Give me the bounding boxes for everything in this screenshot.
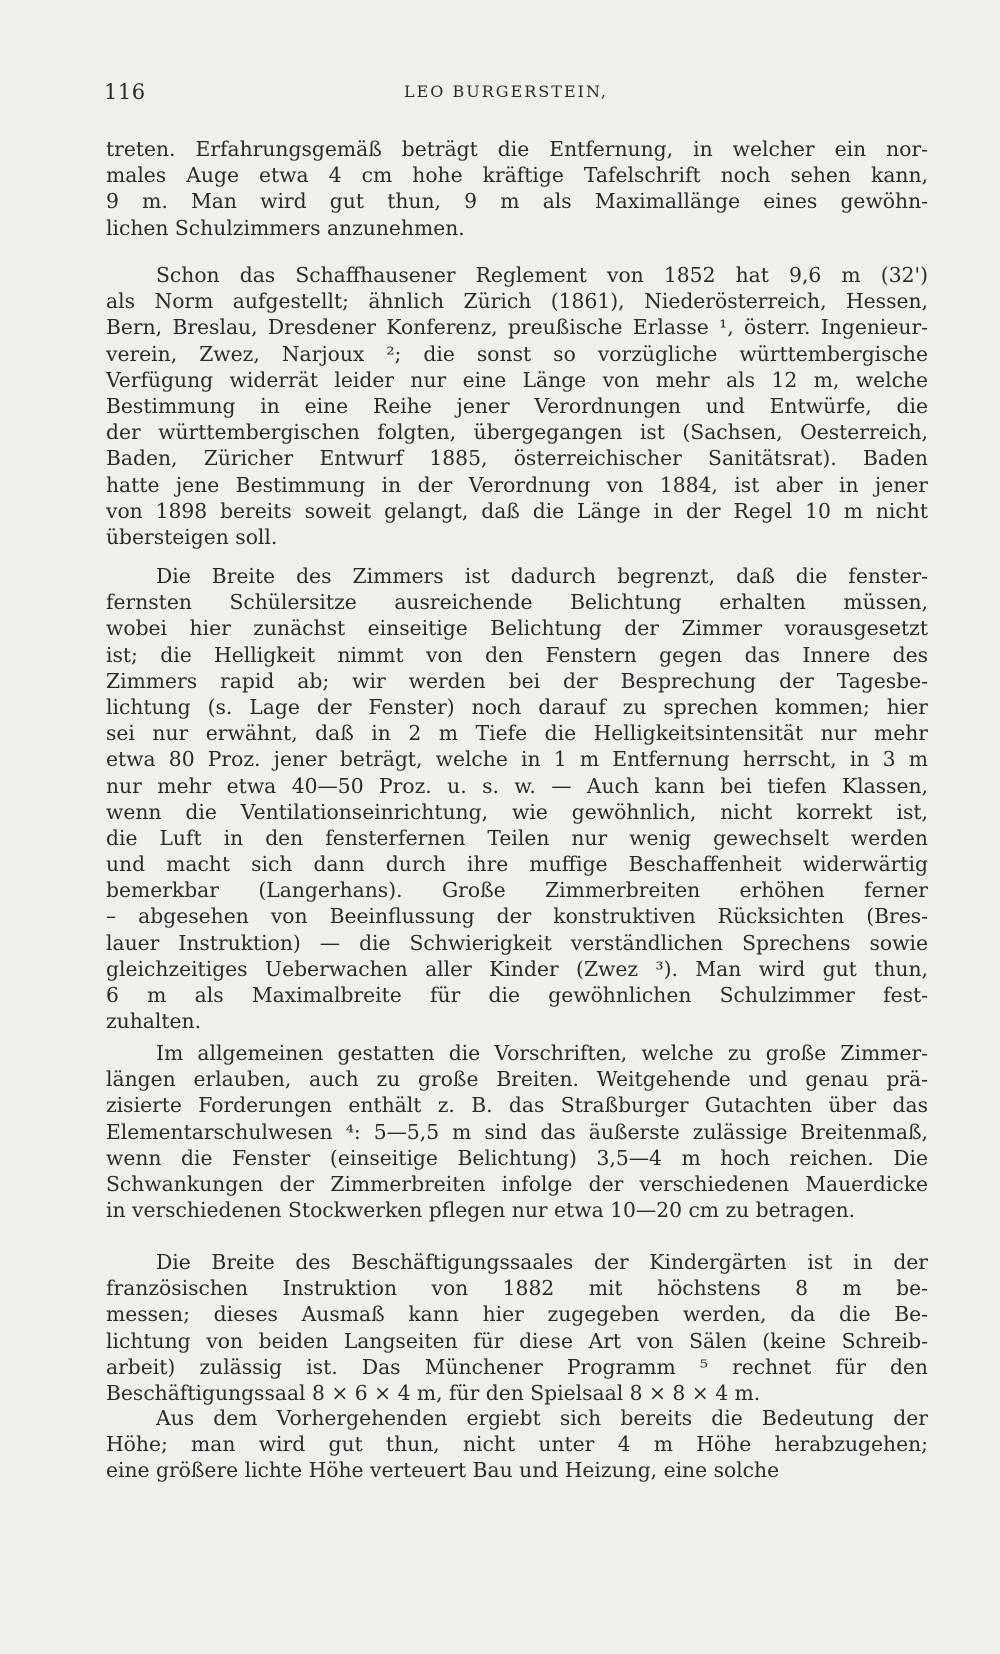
text-line: Im allgemeinen gestatten die Vorschriften, welche zu große Zimmer-: [156, 1041, 928, 1065]
text-line: zuhalten.: [106, 1009, 202, 1034]
text-line: französischen Instruktion von 1882 mit höchstens 8 m be-: [106, 1276, 928, 1301]
text-line: Baden, Züricher Entwurf 1885, österreichischer Sanitätsrat). Baden: [106, 446, 928, 471]
text-line: und macht sich dann durch ihre muffige Beschaffenheit widerwärtig: [106, 852, 928, 877]
text-line: Die Breite des Beschäftigungssaales der Kindergärten ist in der: [156, 1250, 928, 1274]
text-line: von 1898 bereits soweit gelangt, daß die Länge in der Regel 10 m nicht: [106, 498, 928, 523]
text-line: 9 m. Man wird gut thun, 9 m als Maximallänge eines gewöhn-: [106, 189, 928, 214]
text-line: Elementarschulwesen ⁴: 5—5,5 m sind das äußerste zulässige Breitenmaß,: [106, 1119, 928, 1144]
paragraph: [106, 563, 928, 1034]
text-line: Verfügung widerrät leider nur eine Länge von mehr als 12 m, welche: [106, 367, 928, 392]
text-line: übersteigen soll.: [106, 524, 278, 549]
page-header: [104, 80, 930, 110]
text-line: lichtung von beiden Langseiten für diese Art von Sälen (keine Schreib-: [106, 1328, 928, 1353]
text-line: etwa 80 Proz. jener beträgt, welche in 1 m Entfernung herrscht, in 3 m: [106, 747, 928, 772]
text-line: wobei hier zunächst einseitige Belichtung der Zimmer vorausgesetzt: [106, 616, 928, 641]
text-line: lichen Schulzimmers anzunehmen.: [106, 215, 465, 240]
text-line: treten. Erfahrungsgemäß beträgt die Entfernung, in welcher ein nor-: [106, 137, 928, 161]
text-line: ist; die Helligkeit nimmt von den Fenstern gegen das Innere des: [106, 642, 928, 667]
text-line: längen erlauben, auch zu große Breiten. Weitgehende und genau prä-: [106, 1067, 928, 1092]
running-head: LEO BURGERSTEIN,: [404, 82, 608, 101]
paragraph: [106, 1249, 928, 1406]
text-line: fernsten Schülersitze ausreichende Belichtung erhalten müssen,: [106, 590, 928, 615]
text-line: bemerkbar (Langerhans). Große Zimmerbreiten erhöhen ferner: [106, 878, 928, 903]
text-line: wenn die Fenster (einseitige Belichtung) 3,5—4 m hoch reichen. Die: [106, 1145, 928, 1170]
text-line: wenn die Ventilationseinrichtung, wie gewöhnlich, nicht korrekt ist,: [106, 799, 928, 824]
text-line: males Auge etwa 4 cm hohe kräftige Tafelschrift noch sehen kann,: [106, 163, 928, 188]
text-line: Schwankungen der Zimmerbreiten infolge der verschiedenen Mauerdicke: [106, 1171, 928, 1196]
paragraph: [106, 136, 928, 241]
text-line: eine größere lichte Höhe verteuert Bau und Heizung, eine solche: [106, 1458, 780, 1483]
text-line: arbeit) zulässig ist. Das Münchener Programm ⁵ rechnet für den: [106, 1354, 928, 1379]
text-line: Bern, Breslau, Dresdener Konferenz, preußische Erlasse ¹, österr. Ingenieur-: [106, 315, 928, 340]
text-line: in verschiedenen Stockwerken pflegen nur etwa 10—20 cm zu betragen.: [106, 1198, 856, 1223]
text-line: als Norm aufgestellt; ähnlich Zürich (1861), Niederösterreich, Hessen,: [106, 289, 928, 314]
text-line: Die Breite des Zimmers ist dadurch begrenzt, daß die fenster-: [156, 564, 928, 588]
text-line: der württembergischen folgten, übergegangen ist (Sachsen, Oesterreich,: [106, 420, 928, 445]
text-line: zisierte Forderungen enthält z. B. das Straßburger Gutachten über das: [106, 1093, 928, 1118]
text-line: lauer Instruktion) — die Schwierigkeit verständlichen Sprechens sowie: [106, 930, 928, 955]
text-line: die Luft in den fensterfernen Teilen nur wenig gewechselt werden: [106, 825, 928, 850]
text-line: nur mehr etwa 40—50 Proz. u. s. w. — Auch kann bei tiefen Klassen,: [106, 773, 928, 798]
text-line: Zimmers rapid ab; wir werden bei der Besprechung der Tagesbe-: [106, 668, 928, 693]
text-line: Höhe; man wird gut thun, nicht unter 4 m Höhe herabzugehen;: [106, 1432, 928, 1457]
paragraph: [106, 262, 928, 550]
text-line: 6 m als Maximalbreite für die gewöhnlichen Schulzimmer fest-: [106, 983, 928, 1007]
paragraph: [106, 1040, 928, 1223]
page-number: 116: [104, 80, 146, 104]
paragraph: [106, 1405, 928, 1484]
text-line: – abgesehen von Beeinflussung der konstruktiven Rücksichten (Bres-: [106, 904, 928, 929]
text-line: verein, Zwez, Narjoux ²; die sonst so vorzügliche württembergische: [106, 341, 928, 366]
text-line: lichtung (s. Lage der Fenster) noch darauf zu sprechen kommen; hier: [106, 694, 928, 719]
text-line: Bestimmung in eine Reihe jener Verordnungen und Entwürfe, die: [106, 393, 928, 418]
text-line: hatte jene Bestimmung in der Verordnung von 1884, ist aber in jener: [106, 472, 928, 497]
text-line: Beschäftigungssaal 8 × 6 × 4 m, für den Spielsaal 8 × 8 × 4 m.: [106, 1380, 761, 1405]
text-line: Schon das Schaffhausener Reglement von 1852 hat 9,6 m (32'): [156, 263, 928, 287]
text-line: gleichzeitiges Ueberwachen aller Kinder (Zwez ³). Man wird gut thun,: [106, 956, 928, 981]
text-line: Aus dem Vorhergehenden ergiebt sich bereits die Bedeutung der: [156, 1406, 928, 1430]
text-line: messen; dieses Ausmaß kann hier zugegeben werden, da die Be-: [106, 1302, 928, 1327]
text-line: sei nur erwähnt, daß in 2 m Tiefe die Helligkeitsintensität nur mehr: [106, 721, 928, 746]
